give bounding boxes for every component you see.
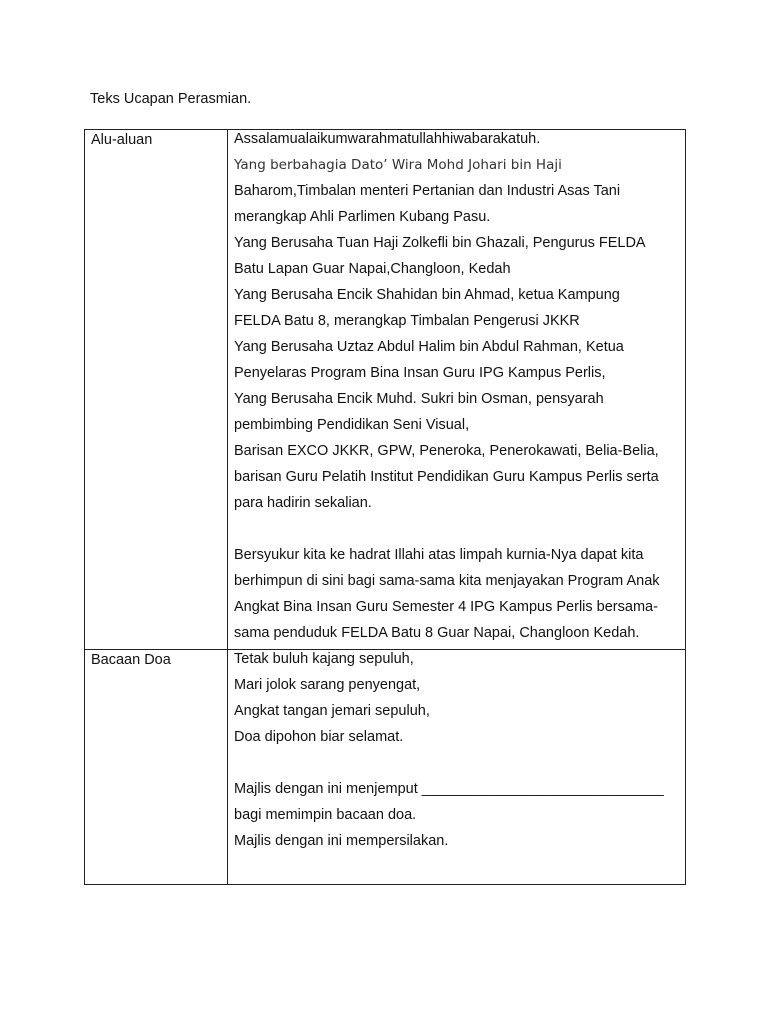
row-label: Alu-aluan	[91, 132, 153, 148]
text-line: para hadirin sekalian.	[234, 495, 372, 511]
row-content-cell	[228, 650, 686, 885]
blank-line	[234, 516, 681, 542]
row-content-cell	[228, 130, 686, 650]
text-line: barisan Guru Pelatih Institut Pendidikan Guru Kampus Perlis serta	[234, 469, 659, 485]
text-line: Angkat tangan jemari sepuluh,	[234, 703, 430, 719]
blank-line	[234, 750, 681, 776]
text-line: Baharom,Timbalan menteri Pertanian dan Industri Asas Tani	[234, 183, 621, 199]
text-line: Yang Berusaha Encik Muhd. Sukri bin Osman, pensyarah	[234, 391, 604, 407]
text-line: sama penduduk FELDA Batu 8 Guar Napai, Changloon Kedah.	[234, 625, 640, 641]
text-line: Doa dipohon biar selamat.	[234, 729, 404, 745]
text-line: Yang Berusaha Uztaz Abdul Halim bin Abdul Rahman, Ketua	[234, 339, 624, 355]
text-line: Tetak buluh kajang sepuluh,	[234, 651, 414, 667]
text-line: pembimbing Pendidikan Seni Visual,	[234, 417, 470, 433]
table-row-alu-aluan	[85, 130, 686, 650]
text-line: FELDA Batu 8, merangkap Timbalan Pengerusi JKKR	[234, 313, 580, 329]
text-line: Majlis dengan ini menjemput ______________________________	[234, 781, 664, 797]
text-line: Batu Lapan Guar Napai,Changloon, Kedah	[234, 261, 511, 277]
text-line: Yang Berusaha Tuan Haji Zolkefli bin Ghazali, Pengurus FELDA	[234, 235, 646, 251]
text-line: Assalamualaikumwarahmatullahhiwabarakatuh.	[234, 131, 541, 147]
row-label-cell	[85, 130, 228, 650]
row-label-cell	[85, 650, 228, 885]
row-label: Bacaan Doa	[91, 652, 171, 668]
table-row-bacaan-doa	[85, 650, 686, 885]
text-line: Barisan EXCO JKKR, GPW, Peneroka, Penerokawati, Belia-Belia,	[234, 443, 659, 459]
text-line: Yang Berusaha Encik Shahidan bin Ahmad, ketua Kampung	[234, 287, 620, 303]
text-line: Majlis dengan ini mempersilakan.	[234, 833, 449, 849]
text-line: Yang berbahagia Dato’ Wira Mohd Johari bin Haji	[234, 157, 562, 173]
text-line: Penyelaras Program Bina Insan Guru IPG Kampus Perlis,	[234, 365, 606, 381]
text-line: Mari jolok sarang penyengat,	[234, 677, 421, 693]
speech-table	[84, 129, 686, 885]
text-line: merangkap Ahli Parlimen Kubang Pasu.	[234, 209, 491, 225]
text-line: Bersyukur kita ke hadrat Illahi atas limpah kurnia-Nya dapat kita	[234, 547, 644, 563]
text-line: bagi memimpin bacaan doa.	[234, 807, 417, 823]
text-line: berhimpun di sini bagi sama-sama kita menjayakan Program Anak	[234, 573, 660, 589]
document-title: Teks Ucapan Perasmian.	[90, 91, 252, 107]
text-line: Angkat Bina Insan Guru Semester 4 IPG Kampus Perlis bersama-	[234, 599, 658, 615]
